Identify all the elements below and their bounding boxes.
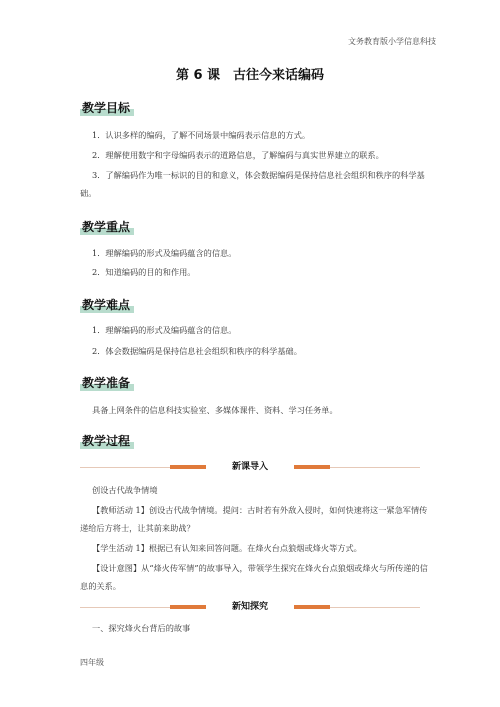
- process-heading: [80, 432, 132, 449]
- objectives-heading: [80, 99, 132, 116]
- divider-accent-left: [170, 465, 206, 469]
- intro-line-3: 【学生活动 1】根据已有认知来回答问题。在烽火台点狼烟或烽火等方式。: [92, 543, 362, 553]
- objectives-heading-text: 教学目标: [82, 101, 131, 115]
- intro-line-4: 【设计意图】从“烽火传军情”的故事导入，带领学生探究在烽火台点狼烟或烽火与所传递的信息的关系。: [80, 563, 428, 591]
- intro-divider: [80, 461, 420, 473]
- explore-divider: [80, 601, 420, 613]
- intro-label: 新课导入: [231, 462, 268, 472]
- preparation-text: 具备上网条件的信息科技实验室、多媒体课件、资料、学习任务单。: [92, 405, 338, 415]
- explore-label: 新知探究: [231, 602, 268, 612]
- objective-item-2: 2．理解使用数字和字母编码表示的道路信息，了解编码与真实世界建立的联系。: [92, 150, 384, 160]
- objective-item-1: 1．认识多样的编码，了解不同场景中编码表示信息的方式。: [92, 130, 311, 140]
- explore-line-1: 一、探究烽火台背后的故事: [92, 623, 191, 633]
- publisher-header: 文务教育版小学信息科技: [348, 37, 436, 46]
- key-point-item-1: 1．理解编码的形式及编码蕴含的信息。: [92, 248, 237, 258]
- process-heading-text: 教学过程: [82, 434, 131, 448]
- difficulty-item-1: 1．理解编码的形式及编码蕴含的信息。: [92, 325, 237, 335]
- preparation-heading-text: 教学准备: [82, 376, 131, 390]
- divider-accent-left: [170, 605, 206, 609]
- divider-line-left: [80, 467, 170, 468]
- objective-item-3: 3．了解编码作为唯一标识的目的和意义，体会数据编码是保持信息社会组织和秩序的科学基础。: [80, 170, 425, 198]
- grade-footer: 四年级: [80, 658, 104, 667]
- intro-line-2: 【教师活动 1】创设古代战争情境。提问：古时若有外敌入侵时，如何快速将这一紧急军情传递给后方将士，让其前来助战？: [80, 505, 428, 533]
- lesson-title: 第 6 课 古往今来话编码: [175, 68, 325, 83]
- divider-line-right: [330, 607, 420, 608]
- difficulties-heading: [80, 296, 132, 313]
- divider-accent-right: [294, 465, 330, 469]
- divider-line-left: [80, 607, 170, 608]
- difficulties-heading-text: 教学难点: [82, 298, 131, 312]
- divider-line-right: [330, 467, 420, 468]
- key-points-heading: [80, 218, 132, 235]
- key-point-item-2: 2．知道编码的目的和作用。: [92, 267, 196, 277]
- divider-accent-right: [294, 605, 330, 609]
- intro-line-1: 创设古代战争情境: [92, 485, 158, 495]
- key-points-heading-text: 教学重点: [82, 220, 131, 234]
- difficulty-item-2: 2．体会数据编码是保持信息社会组织和秩序的科学基础。: [92, 346, 302, 356]
- preparation-heading: [80, 374, 132, 391]
